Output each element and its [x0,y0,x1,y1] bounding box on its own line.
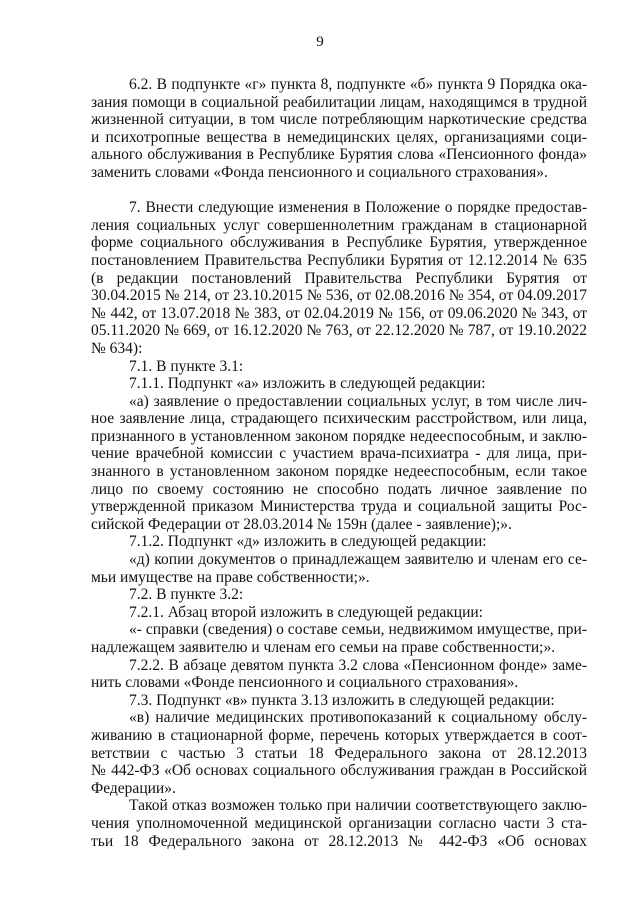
text-line: 7.2. В пункте 3.2: [129,586,244,604]
text-line: живанию в стационарной форме, перечень которых утверждается в соот- [91,726,587,744]
text-line: признанного в установленном законом порядке недееспособным, и заклю- [91,427,587,445]
text-line: надлежащем заявителю и членам его семьи на праве собственности;». [91,639,556,656]
text-line: 7.3. Подпункт «в» пункта 3.13 изложить в следующей редакции: [129,691,555,709]
text-line: (в редакции постановлений Правительства Республики Бурятия от [91,269,587,287]
text-line: «- справки (сведения) о составе семьи, недвижимом имуществе, при- [129,621,587,639]
text-line: утвержденной приказом Министерства труда и социальной защиты Рос- [91,498,587,516]
text-line: форме социального обслуживания в Республике Бурятия, утвержденное [91,234,587,252]
text-line: зания помощи в социальной реабилитации лицам, находящимся в трудной [91,93,587,111]
text-line: нить словами «Фонде пенсионного и социального страхования». [91,674,519,692]
text-line: и психотропные вещества в немедицинских целях, организациями соци- [91,128,587,146]
text-line: чения уполномоченной медицинской организации согласно части 3 ста- [91,814,587,832]
text-line: 30.04.2015 № 214, от 23.10.2015 № 536, от 02.08.2016 № 354, от 04.09.2017 [91,287,587,305]
text-line: ное заявление лица, страдающего психическим расстройством, или лица, [91,410,587,428]
text-line: жизненной ситуации, в том числе потребляющим наркотические средства [91,111,587,129]
paragraph-gap [91,182,587,200]
text-line: тьи 18 Федерального закона от 28.12.2013 № 442-ФЗ «Об основах [91,832,587,850]
text-line: 7.1.1. Подпункт «а» изложить в следующей редакции: [129,375,486,393]
text-line: Такой отказ возможен только при наличии соответствующего заклю- [129,797,587,815]
text-line: 7.1. В пункте 3.1: [129,357,244,375]
text-line: «в) наличие медицинских противопоказаний к социальному обслу- [129,709,587,727]
text-line: заменить словами «Фонда пенсионного и социального страхования». [91,163,548,181]
text-line: лицо по своему состоянию не способно подать личное заявление по [91,480,587,498]
text-line: 05.11.2020 № 669, от 16.12.2020 № 763, от 22.12.2020 № 787, от 19.10.2022 [91,322,587,340]
text-line: ветствии с частью 3 статьи 18 Федерального закона от 28.12.2013 [91,744,587,762]
page-number: 9 [316,34,324,50]
text-line: сийской Федерации от 28.03.2014 № 159н (далее - заявление);». [91,515,512,533]
text-line: № 442, от 13.07.2018 № 383, от 02.04.2019 № 156, от 09.06.2020 № 343, от [91,304,587,322]
text-line: ления социальных услуг совершеннолетним гражданам в стационарной [91,216,587,234]
text-line: чение врачебной комиссии с участием врача-психиатра - для лица, при- [91,445,587,463]
text-line: 7. Внести следующие изменения в Положение о порядке предостав- [129,199,587,217]
text-line: мьи имуществе на праве собственности;». [91,568,370,586]
text-line: 7.1.2. Подпункт «д» изложить в следующей редакции: [129,533,487,551]
text-line: 7.2.2. В абзаце девятом пункта 3.2 слова «Пенсионном фонде» заме- [129,656,587,674]
text-line: «а) заявление о предоставлении социальных услуг, в том числе лич- [129,392,587,410]
text-line: ального обслуживания в Республике Бурятия слова «Пенсионного фонда» [91,146,587,164]
text-line: постановлением Правительства Республики Бурятия от 12.12.2014 № 635 [91,251,587,269]
text-line: «д) копии документов о принадлежащем заявителю и членам его се- [129,551,587,569]
text-line: 7.2.1. Абзац второй изложить в следующей редакции: [129,603,483,621]
text-line: № 442-ФЗ «Об основах социального обслуживания граждан в Российской [91,762,587,780]
text-line: 6.2. В подпункте «г» пункта 8, подпункте «б» пункта 9 Порядка ока- [129,76,587,93]
text-line: знанного в установленном законом порядке недееспособным, если такое [91,463,587,481]
text-line: Федерации». [91,779,176,797]
document-body [91,76,587,850]
text-line: № 634): [91,339,143,357]
